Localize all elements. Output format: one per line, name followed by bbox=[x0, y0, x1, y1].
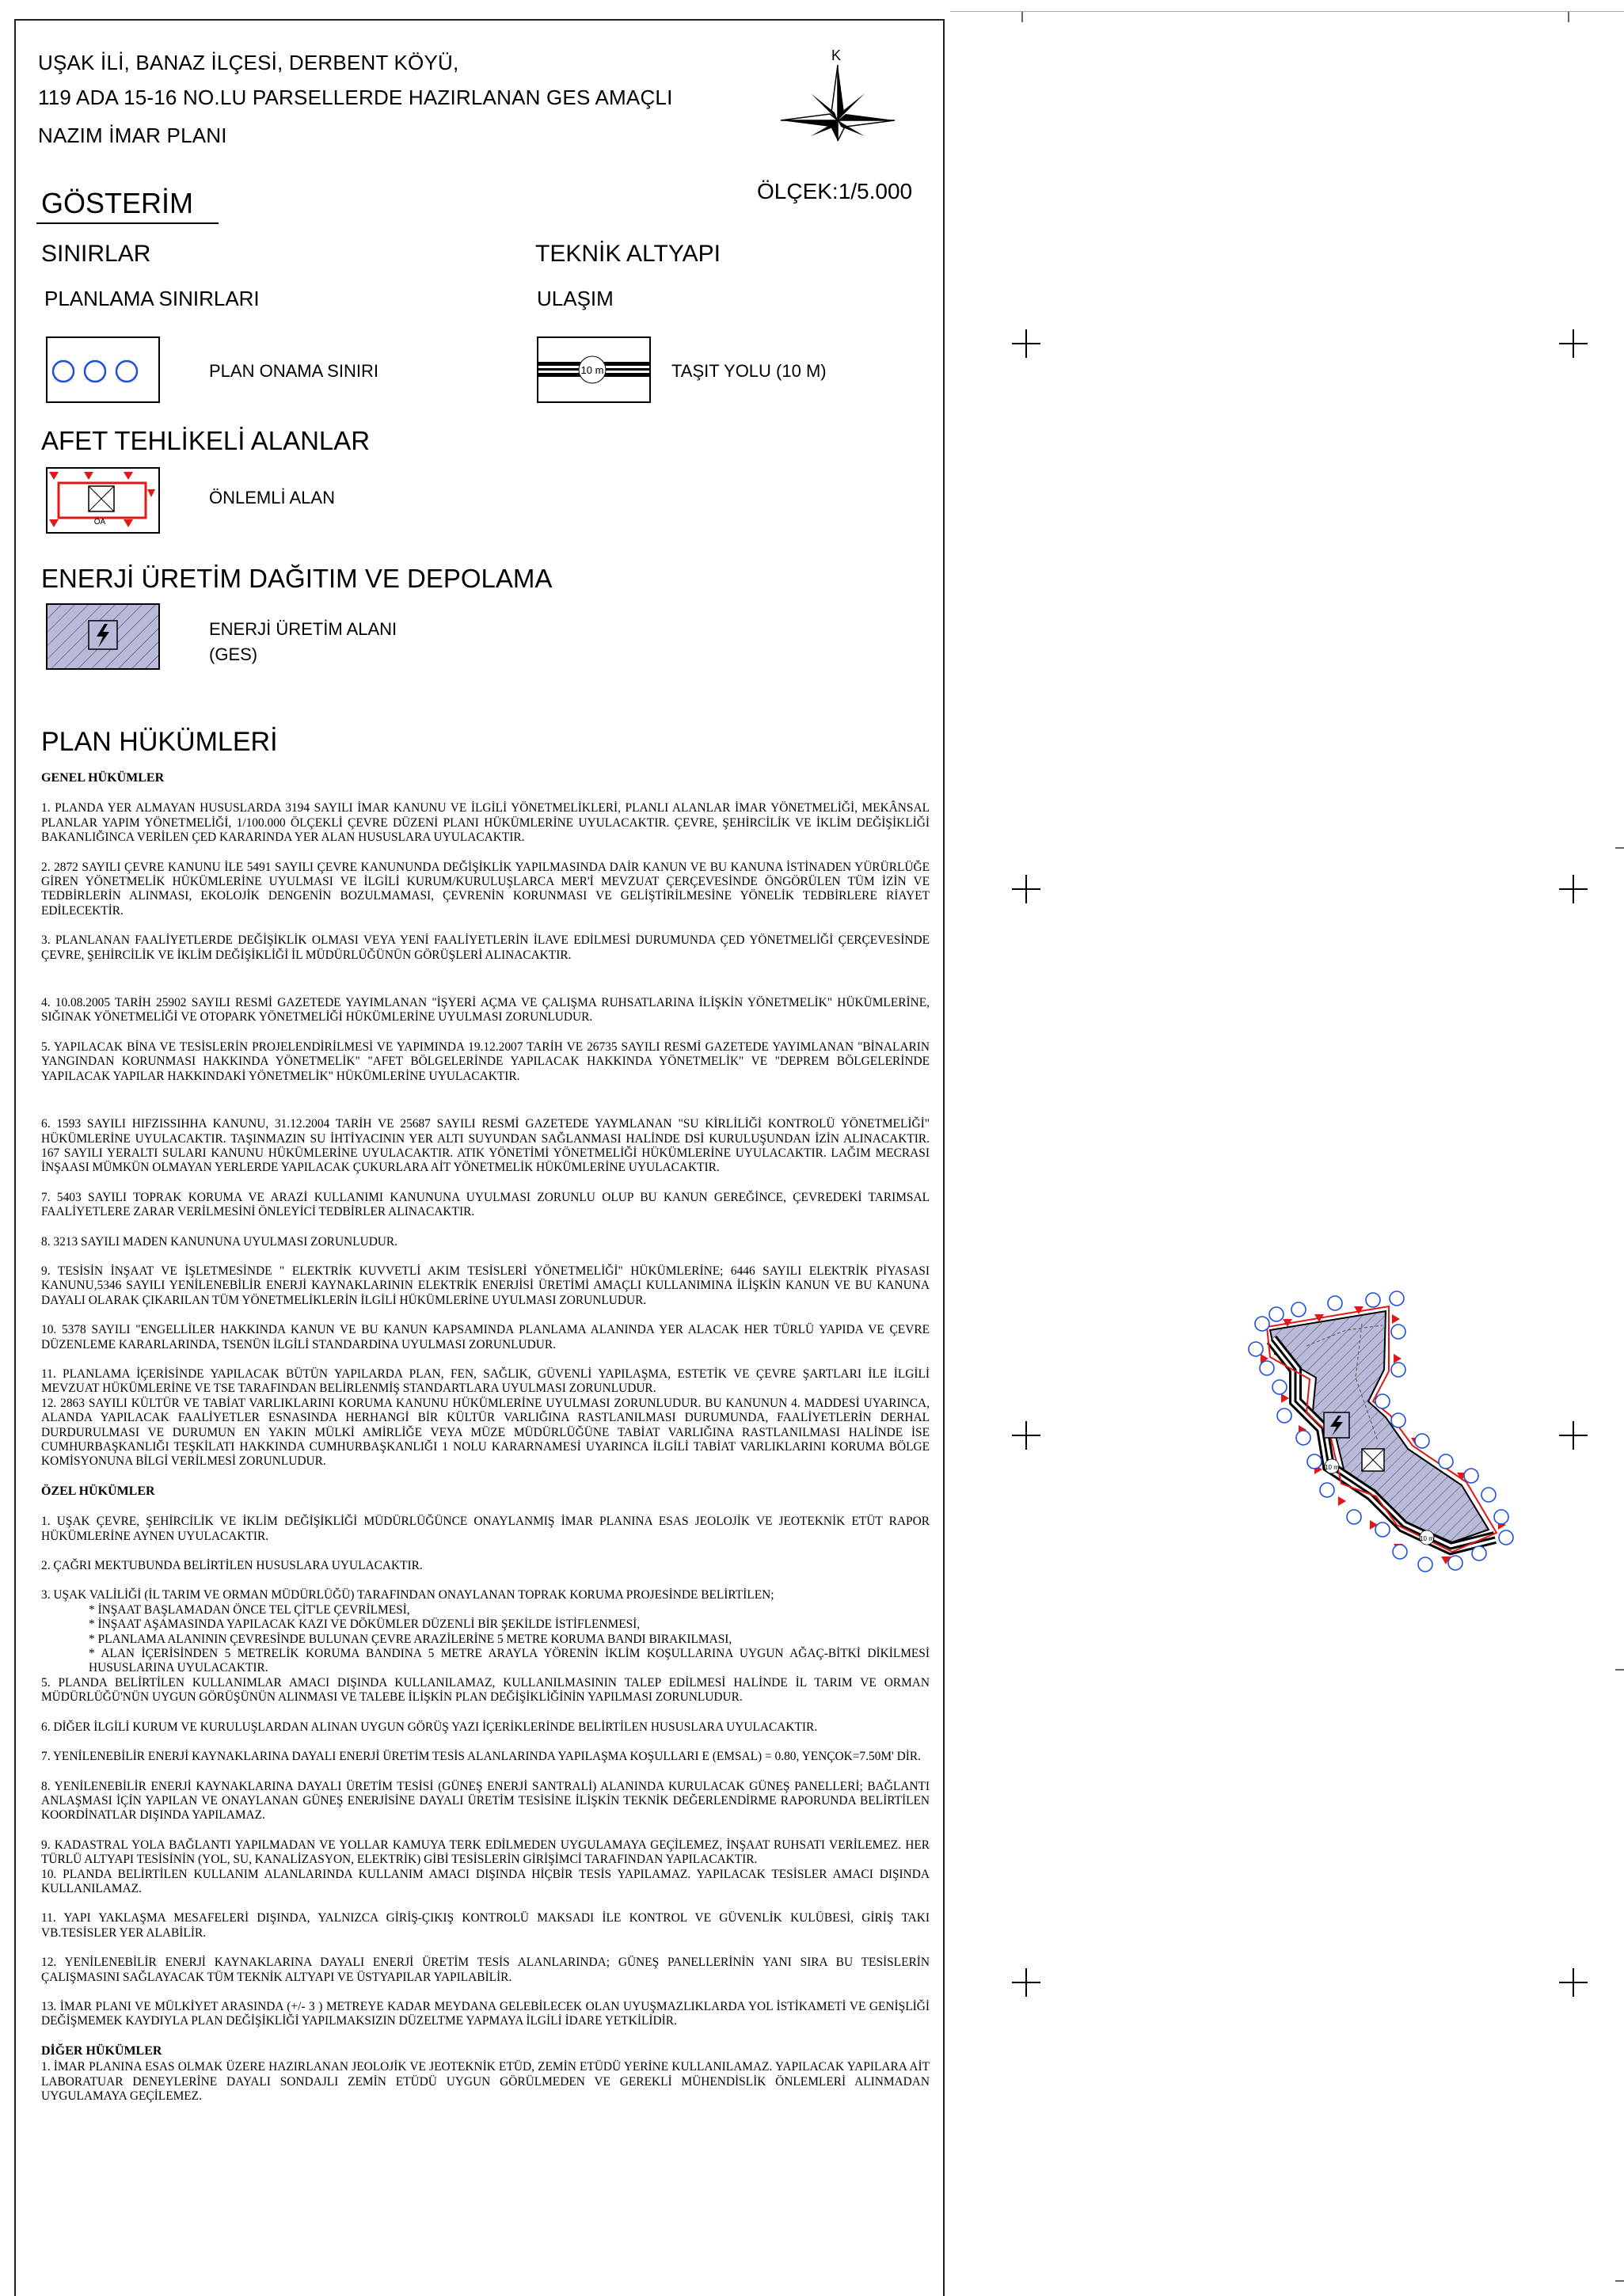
road-label-1: 10 m bbox=[1325, 1464, 1339, 1471]
onlemli-alan-symbol bbox=[46, 467, 160, 534]
genel-item-1: 1. PLANDA YER ALMAYAN HUSUSLARDA 3194 SAYILI İMAR KANUNU VE İLGİLİ YÖNETMELİKLERİ, PLANLI ALANLAR İMAR YÖNETMELİĞİ, MEKÂNSAL PLANLAR YAPIM YÖNETMELİĞİ, 1/100.000 ÖLÇEKLİ ÇEVRE DÜZENİ PLANI HÜKÜMLERİNE UYULACAKTIR. ÇEVRE, ŞEHİRCİLİK VE İKLİM DEĞİŞİKLİĞİ BAKANLIĞINCA VERİLEN ÇED KARARINDA YER ALAN HUSUSLARA UYULACAKTIR. bbox=[41, 801, 930, 845]
sheet-top-edge bbox=[950, 11, 1624, 12]
genel-item-5: 5. YAPILACAK BİNA VE TESİSLERİN PROJELENDİRİLMESİ VE YAPIMINDA 19.12.2007 TARİH VE 26735 SAYILI RESMİ GAZETEDE YAYIMLANAN "BİNALARIN YANGINDAN KORUNMASI HAKKINDA YÖNETMELİK" "AFET BÖLGELERİNDE YAPILACAK HAKKINDA YÖNETMELİK" VE "DEPREM BÖLGELERİNDE YAPILACAK YAPILAR HAKKINDAKİ YÖNETMELİK" HÜKÜMLERİNE UYULACAKTIR. bbox=[41, 1040, 930, 1083]
ozel-item-3-sub-1: * İNŞAAT BAŞLAMADAN ÖNCE TEL ÇİT'LE ÇEVRİLMESİ, bbox=[89, 1602, 410, 1617]
diger-item-1: 1. İMAR PLANINA ESAS OLMAK ÜZERE HAZIRLANAN JEOLOJİK VE JEOTEKNİK ETÜD, ZEMİN ETÜDÜ YERİNE KULLANILAMAZ. YAPILACAK YAPILARA AİT LABORATUAR DENEYLERİNE DAYALI SONDAJLI ZEMİN ETÜDÜ UYGUN GÖRÜLMEDEN VE GEREKLİ MÜHENDİSLİK ÖNLEMLERİ ALINMADAN UYGULAMAYA GEÇİLEMEZ. bbox=[41, 2060, 930, 2103]
ozel-item-3-sub-2: * İNŞAAT AŞAMASINDA YAPILACAK KAZI VE DÖKÜMLER DÜZENLİ BİR ŞEKİLDE İSTİFLENMESİ, bbox=[89, 1617, 641, 1632]
ozel-item-3-sub-4: * ALAN İÇERİSİNDEN 5 METRELİK KORUMA BANDINA 5 METRE ARAYLA YÖRENİN İKLİM KOŞULLARINA UYGUN AĞAÇ-BİTKİ DİKİLMESİ HUSUSLARINA UYULACAKTIR. bbox=[89, 1647, 930, 1675]
genel-item-9: 9. TESİSİN İNŞAAT VE İŞLETMESİNDE " ELEKTRİK KUVVETLİ AKIM TESİSLERİ YÖNETMELİĞİ" HÜKÜMLERİNE; 6446 SAYILI ELEKTRİK PİYASASI KANUNU,5346 SAYILI YENİLENEBİLİR ENERJİ KAYNAKLARININ ELEKTRİK ENERJİSİ ÜRETİMİ AMAÇLI KULLANIMINA İLİŞKİN KANUN VE BU KANUNA DAYALI OLARAK ÇIKARILAN TÜM YÖNETMELİKLERİN İLGİLİ HÜKÜMLERİNE UYULMASI ZORUNLUDUR. bbox=[41, 1264, 930, 1307]
road-label-2: 10 m bbox=[1420, 1535, 1434, 1542]
legend-enerji-heading: ENERJİ ÜRETİM DAĞITIM VE DEPOLAMA bbox=[41, 564, 553, 593]
genel-item-2: 2. 2872 SAYILI ÇEVRE KANUNU İLE 5491 SAYILI ÇEVRE KANUNUNDA DEĞİŞİKLİK YAPILMASINDA DAİR KANUN VE BU KANUNA İSTİNADEN YÜRÜRLÜĞE GİREN YÖNETMELİK HÜKÜMLERİNE UYULMASI VE İLGİLİ KURUM/KURULUŞLARCA MER'İ MEVZUAT ÇERÇEVESİNDE ÖNGÖRÜLEN TÜM İZİN VE TEDBİRLERİN ALINMASI, EKOLOJİK DENGENİN BOZULMAMASI, ÇEVRENİN KORUNMASI VE GELİŞTİRİLMESİNE YÖNELİK TEDBİRLERE RİAYET EDİLECEKTİR. bbox=[41, 860, 930, 918]
legend-tasit-yolu-label: TAŞIT YOLU (10 M) bbox=[671, 361, 827, 381]
ozel-item-7: 7. YENİLENEBİLİR ENERJİ KAYNAKLARINA DAYALI ENERJİ ÜRETİM TESİS ALANLARINDA YAPILAŞMA KOŞULLARI E (EMSAL) = 0.80, YENÇOK=7.50M' DİR. bbox=[41, 1750, 921, 1764]
onlemli-symbol-text: ÖA bbox=[93, 518, 106, 526]
genel-item-3: 3. PLANLANAN FAALİYETLERDE DEĞİŞİKLİK OLMASI VEYA YENİ FAALİYETLERİN İLAVE EDİLMESİ DURUMUNDA ÇED YÖNETMELİĞİ ÇERÇEVESİNDE ÇEVRE, ŞEHİRCİLİK VE İKLİM DEĞİŞİKLİĞİ İL MÜDÜRLÜĞÜNÜN GÖRÜŞLERİ ALINACAKTIR. bbox=[41, 933, 930, 962]
plan-title-line-3: NAZIM İMAR PLANI bbox=[38, 124, 227, 147]
registration-cross-icon bbox=[1559, 1968, 1588, 1997]
hazard-triangle-icon bbox=[48, 469, 158, 532]
diger-hukumler-heading: DİĞER HÜKÜMLER bbox=[41, 2043, 162, 2058]
sheet-edge-tick bbox=[1615, 847, 1624, 849]
plan-title-line-1: UŞAK İLİ, BANAZ İLÇESİ, DERBENT KÖYÜ, bbox=[38, 51, 459, 74]
genel-item-10: 10. 5378 SAYILI "ENGELLİLER HAKKINDA KANUN VE BU KANUN KAPSAMINDA PLANLAMA ALANINDA YER ALACAK HER TÜRLÜ YAPIDA VE ÇEVRE DÜZENLEME KARARLARINDA, TSENÜN İLGİLİ STANDARDINA UYULMASI ZORUNLUDUR. bbox=[41, 1323, 930, 1351]
genel-item-11: 11. PLANLAMA İÇERİSİNDE YAPILACAK BÜTÜN YAPILARDA PLAN, FEN, SAĞLIK, GÜVENLİ YAPILAŞMA, ESTETİK VE ÇEVRE ŞARTLARI İLE İLGİLİ MEVZUAT HÜKÜMLERİNE VE TSE TARAFINDAN BELİRLENMİŞ STANDARTLARA UYULMASI ZORUNLUDUR. bbox=[41, 1367, 930, 1396]
ozel-hukumler-heading: ÖZEL HÜKÜMLER bbox=[41, 1484, 155, 1498]
plan-hukumleri-title: PLAN HÜKÜMLERİ bbox=[41, 727, 278, 757]
legend-enerji-alan-label-2: (GES) bbox=[209, 644, 258, 664]
legend-ulasim: ULAŞIM bbox=[537, 287, 614, 310]
registration-cross-icon bbox=[1012, 1968, 1040, 1997]
genel-item-4: 4. 10.08.2005 TARİH 25902 SAYILI RESMİ GAZETEDE YAYIMLANAN "İŞYERİ AÇMA VE ÇALIŞMA RUHSATLARINA İLİŞKİN YÖNETMELİK" HÜKÜMLERİNE, SIĞINAK YÖNETMELİĞİ VE OTOPARK YÖNETMELİĞİ HÜKÜMLERİNE UYULMASI ZORUNLUDUR. bbox=[41, 996, 930, 1024]
north-arrow bbox=[779, 48, 898, 143]
legend-afet-heading: AFET TEHLİKELİ ALANLAR bbox=[41, 426, 371, 455]
registration-cross-icon bbox=[1012, 1421, 1040, 1450]
genel-item-8: 8. 3213 SAYILI MADEN KANUNUNA UYULMASI ZORUNLUDUR. bbox=[41, 1234, 398, 1249]
legend-title-underline bbox=[36, 222, 219, 224]
legend-onlemli-label: ÖNLEMLİ ALAN bbox=[209, 488, 335, 507]
ozel-item-6: 6. DİĞER İLGİLİ KURUM VE KURULUŞLARDAN ALINAN UYGUN GÖRÜŞ YAZI İÇERİKLERİNDE BELİRTİLEN HUSUSLARA UYULACAKTIR. bbox=[41, 1720, 818, 1734]
ozel-item-3-sub-3: * PLANLAMA ALANININ ÇEVRESİNDE BULUNAN ÇEVRE ARAZİLERİNE 5 METRE KORUMA BANDI BIRAKILMASI, bbox=[89, 1632, 732, 1646]
ozel-item-1: 1. UŞAK ÇEVRE, ŞEHİRCİLİK VE İKLİM DEĞİŞİKLİĞİ MÜDÜRLÜĞÜNCE ONAYLANMIŞ İMAR PLANINA ESAS JEOLOJİK VE JEOTEKNİK ETÜT RAPOR HÜKÜMLERİNE AYNEN UYULACAKTIR. bbox=[41, 1515, 930, 1543]
ozel-item-8: 8. YENİLENEBİLİR ENERJİ KAYNAKLARINA DAYALI ÜRETİM TESİSİ (GÜNEŞ ENERJİ SANTRALİ) ALANINDA KURULACAK GÜNEŞ PANELLERİ; BAĞLANTI ANLAŞMASI İÇİN YAPILAN VE ONAYLANAN GÜNEŞ ENERJİSİNE DAYALI ÜRETİM TESİSİNE İLİŞKİN TEKNİK DEĞERLENDİRME RAPORUNDA BELİRTİLEN KOORDİNATLAR DIŞINDA YAPILAMAZ. bbox=[41, 1779, 930, 1823]
registration-cross-icon bbox=[1012, 875, 1040, 903]
registration-cross-icon bbox=[1559, 329, 1588, 358]
sheet-edge-tick bbox=[1568, 11, 1569, 22]
ozel-item-2: 2. ÇAĞRI MEKTUBUNDA BELİRTİLEN HUSUSLARA UYULACAKTIR. bbox=[41, 1559, 423, 1573]
registration-cross-icon bbox=[1559, 1421, 1588, 1450]
sheet-edge-tick bbox=[1021, 11, 1023, 22]
ges-hatched-area-icon bbox=[48, 605, 158, 668]
road-icon bbox=[538, 338, 649, 401]
blue-circles-boundary-icon bbox=[48, 338, 158, 401]
ozel-item-10: 10. PLANDA BELİRTİLEN KULLANIM ALANLARINDA KULLANIM AMACI DIŞINDA HİÇBİR TESİS YAPILAMAZ. YAPILACAK TESİSLER AMACI DIŞINDA KULLANILAMAZ. bbox=[41, 1867, 930, 1895]
genel-hukumler-heading: GENEL HÜKÜMLER bbox=[41, 771, 165, 785]
enerji-uretim-symbol bbox=[46, 603, 160, 670]
ozel-item-5: 5. PLANDA BELİRTİLEN KULLANIMLAR AMACI DIŞINDA KULLANILAMAZ, KULLANILMASININ TALEP EDİLMESİ HALİNDE İL TARIM VE ORMAN MÜDÜRLÜĞÜ'NÜN UYGUN GÖRÜŞÜNÜN ALINMASI VE TALEBE İLİŞKİN PLAN DEĞİŞİKLİĞİNİN YAPILMASI ZORUNLUDUR. bbox=[41, 1675, 930, 1705]
plan-hukumleri-text bbox=[41, 771, 930, 2104]
ozel-item-9: 9. KADASTRAL YOLA BAĞLANTI YAPILMADAN VE YOLLAR KAMUYA TERK EDİLMEDEN UYGULAMAYA GEÇİLEMEZ, İNŞAAT RUHSATI VERİLEMEZ. HER TÜRLÜ ALTYAPI TESİSİNİN (YOL, SU, KANALİZASYON, ELEKTRİK) GİBİ TESİSLERİN GİRİŞİMCİ TARAFINDAN YAPILACAKTIR. bbox=[41, 1838, 930, 1867]
ozel-item-3: 3. UŞAK VALİLİĞİ (İL TARIM VE ORMAN MÜDÜRLÜĞÜ) TARAFINDAN ONAYLANAN TOPRAK KORUMA PROJESİNDE BELİRTİLEN; bbox=[41, 1588, 774, 1602]
genel-item-12: 12. 2863 SAYILI KÜLTÜR VE TABİAT VARLIKLARINI KORUMA KANUNU HÜKÜMLERİNE UYULMASI ZORUNLUDUR. BU KANUNUN 4. MADDESİ UYARINCA, ALANDA YAPILACAK FAALİYETLER ESNASINDA HERHANGİ BİR KÜLTÜR VARLIĞINA RASTLANILMASI DURUMUNDA, FAALİYETLERİN DERHAL DURDURULMASI VE DURUMUN EN YAKIN MÜLKİ AMİRLİĞE VEYA MÜZE MÜDÜRLÜĞÜNE TABİAT VARLIĞINA RASTLANILMASI HALİNDE İSE CUMHURBAŞKANLIĞI TEŞKİLATI HAKKINDA CUMHURBAŞKANLIĞI 1 NOLU KARARNAMESİ UYARINCA İLGİLİ TABİAT VARLIKLARINI KORUMA BÖLGE KOMİSYONUNA BİLGİ VERİLMESİ ZORUNLUDUR. bbox=[41, 1396, 930, 1469]
ozel-item-11: 11. YAPI YAKLAŞMA MESAFELERİ DIŞINDA, YALNIZCA GİRİŞ-ÇIKIŞ KONTROLÜ MAKSADI İLE KONTROL VE GÜVENLİK KULÜBESİ, GİRİŞ TAKI VB.TESİSLER YER ALABİLİR. bbox=[41, 1911, 930, 1940]
legend-title: GÖSTERİM bbox=[41, 187, 194, 219]
north-label: K bbox=[831, 48, 842, 63]
ozel-item-13: 13. İMAR PLANI VE MÜLKİYET ARASINDA (+/- 3 ) METREYE KADAR MEYDANA GELEBİLECEK OLAN UYUŞMAZLIKLARDA YOL İSTİKAMETİ VE GENİŞLİĞİ DEĞİŞMEMEK KAYDIYLA PLAN DEĞİŞİKLİĞİ YAPILMAKSIZIN DÜZELTME YAPMAYA İLGİLİ İDARE YETKİLİDİR. bbox=[41, 1999, 930, 2028]
registration-cross-icon bbox=[1559, 875, 1588, 903]
ozel-item-12: 12. YENİLENEBİLİR ENERJİ KAYNAKLARINA DAYALI ENERJİ ÜRETİM TESİS ALANLARINDA; GÜNEŞ PANELLERİNİN YANI SIRA BU TESİSLERİN ÇALIŞMASINI SAĞLAYACAK TÜM TEKNİK ALTYAPI VE ÜSTYAPILAR YAPILABİLİR. bbox=[41, 1956, 930, 1984]
plan-map bbox=[1227, 1283, 1528, 1583]
legend-planlama-sinirlari: PLANLAMA SINIRLARI bbox=[44, 287, 260, 310]
legend-plan-onama-label: PLAN ONAMA SINIRI bbox=[209, 361, 378, 381]
genel-item-6: 6. 1593 SAYILI HIFZISSIHHA KANUNU, 31.12.2004 TARİH VE 25687 SAYILI RESMİ GAZETEDE YAYMLANAN "SU KİRLİLİĞİ KONTROLÜ YÖNETMELİĞİ" HÜKÜMLERİNE UYULACAKTIR. TAŞINMAZIN SU İHTİYACININ YER ALTI SUYUNDAN SAĞLANMASI HALİNDE DSİ KURULUŞUNDAN İZİN ALINACAKTIR. 167 SAYILI YERALTI SULARI KANUNU HÜKÜMLERİNE UYULACAKTIR. ATIK YÖNETİMİ YÖNETMELİĞİ HÜKÜMLERİNE UYULACAKTIR. LAĞIM MECRASI İNŞAASI MÜMKÜN OLMAYAN YERLERDE YAPILACAK ÇUKURLARA AİT YÖNETMELİK HÜKÜMLERİNE UYULACAKTIR. bbox=[41, 1117, 930, 1175]
registration-cross-icon bbox=[1012, 329, 1040, 358]
road-symbol-text: 10 m bbox=[580, 364, 604, 376]
genel-item-7: 7. 5403 SAYILI TOPRAK KORUMA VE ARAZİ KULLANIMI KANUNUNA UYULMASI ZORUNLU OLUP BU KANUN GEREĞİNCE, ÇEVREDEKİ TARIMSAL FAALİYETLERE ZARAR VERİLMESİNİ ÖNLEYİCİ TEDBİRLER ALINACAKTIR. bbox=[41, 1190, 930, 1219]
legend-sinirlar-heading: SINIRLAR bbox=[41, 241, 151, 267]
sheet-edge-tick bbox=[1615, 2280, 1624, 2282]
plan-onama-symbol bbox=[46, 336, 160, 403]
legend-enerji-alan-label-1: ENERJİ ÜRETİM ALANI bbox=[209, 619, 397, 639]
plan-title-line-2: 119 ADA 15-16 NO.LU PARSELLERDE HAZIRLANAN GES AMAÇLI bbox=[38, 86, 673, 109]
sheet-edge-tick bbox=[1615, 1669, 1624, 1671]
ges-parcel-map bbox=[1227, 1283, 1528, 1583]
legend-teknik-altyapi-heading: TEKNİK ALTYAPI bbox=[535, 241, 721, 267]
tasit-yolu-symbol bbox=[537, 336, 651, 403]
map-scale: ÖLÇEK:1/5.000 bbox=[757, 179, 913, 203]
